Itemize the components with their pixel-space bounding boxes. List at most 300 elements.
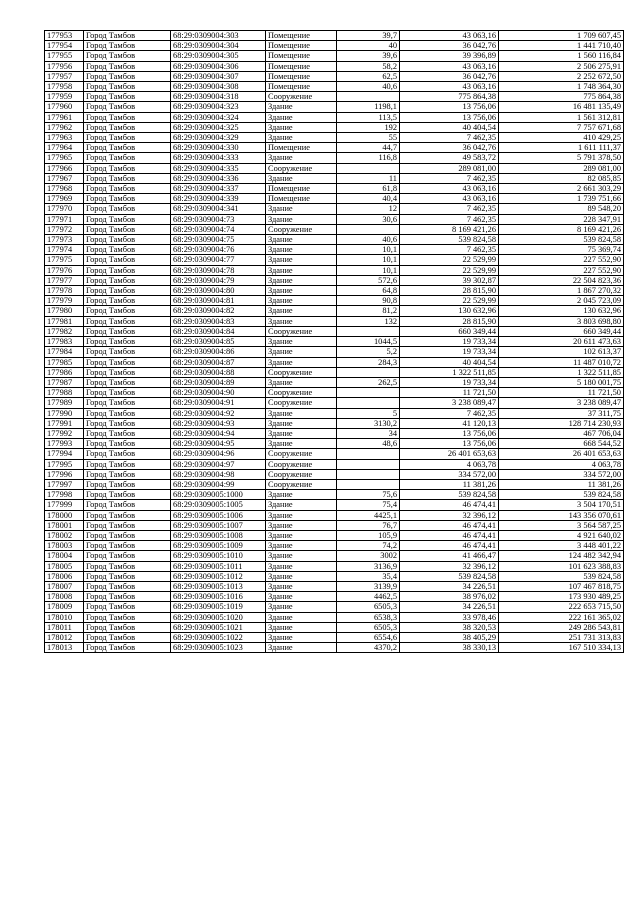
specific-value-cell: 7 462,35 (400, 408, 499, 418)
specific-value-cell: 289 081,00 (400, 163, 499, 173)
municipality-name-cell: Город Тамбов (84, 428, 171, 438)
municipality-name-cell: Город Тамбов (84, 520, 171, 530)
cadastral-value-cell: 2 661 303,29 (499, 184, 624, 194)
cadastral-number-cell: 68:29:0309004:74 (171, 224, 266, 234)
specific-value-cell: 43 063,16 (400, 61, 499, 71)
object-type-cell: Здание (266, 551, 337, 561)
object-type-cell: Здание (266, 347, 337, 357)
cadastral-value-cell: 539 824,58 (499, 571, 624, 581)
object-type-cell: Здание (266, 204, 337, 214)
area-value-cell: 75,4 (337, 500, 400, 510)
row-number-cell: 178012 (45, 632, 84, 642)
cadastral-value-cell: 1 560 116,84 (499, 51, 624, 61)
cadastral-number-cell: 68:29:0309004:98 (171, 469, 266, 479)
area-value-cell: 34 (337, 428, 400, 438)
municipality-name-cell: Город Тамбов (84, 163, 171, 173)
area-value-cell: 262,5 (337, 377, 400, 387)
specific-value-cell: 19 733,34 (400, 337, 499, 347)
row-number-cell: 177962 (45, 122, 84, 132)
cadastral-number-cell: 68:29:0309004:79 (171, 275, 266, 285)
area-value-cell: 6538,3 (337, 612, 400, 622)
object-type-cell: Здание (266, 255, 337, 265)
table-row (45, 500, 624, 510)
specific-value-cell: 7 462,35 (400, 245, 499, 255)
cadastral-value-cell: 222 161 365,02 (499, 612, 624, 622)
cadastral-number-cell: 68:29:0309004:324 (171, 112, 266, 122)
cadastral-value-cell: 222 653 715,50 (499, 602, 624, 612)
cadastral-value-table (44, 30, 624, 653)
specific-value-cell: 41 120,13 (400, 418, 499, 428)
table-row (45, 31, 624, 41)
object-type-cell: Сооружение (266, 388, 337, 398)
row-number-cell: 177966 (45, 163, 84, 173)
object-type-cell: Помещение (266, 31, 337, 41)
cadastral-number-cell: 68:29:0309004:90 (171, 388, 266, 398)
cadastral-value-cell: 1 709 607,45 (499, 31, 624, 41)
object-type-cell: Здание (266, 612, 337, 622)
table-row (45, 112, 624, 122)
specific-value-cell: 43 063,16 (400, 184, 499, 194)
area-value-cell: 10,1 (337, 255, 400, 265)
municipality-name-cell: Город Тамбов (84, 377, 171, 387)
cadastral-number-cell: 68:29:0309004:83 (171, 316, 266, 326)
row-number-cell: 177974 (45, 245, 84, 255)
specific-value-cell: 11 721,50 (400, 388, 499, 398)
municipality-name-cell: Город Тамбов (84, 632, 171, 642)
cadastral-value-cell: 1 748 364,30 (499, 82, 624, 92)
specific-value-cell: 22 529,99 (400, 255, 499, 265)
cadastral-value-cell: 227 552,90 (499, 265, 624, 275)
specific-value-cell: 33 978,46 (400, 612, 499, 622)
specific-value-cell: 539 824,58 (400, 490, 499, 500)
area-value-cell (337, 459, 400, 469)
municipality-name-cell: Город Тамбов (84, 602, 171, 612)
municipality-name-cell: Город Тамбов (84, 551, 171, 561)
object-type-cell: Сооружение (266, 326, 337, 336)
object-type-cell: Здание (266, 377, 337, 387)
table-row (45, 530, 624, 540)
cadastral-number-cell: 68:29:0309004:337 (171, 184, 266, 194)
area-value-cell: 3139,9 (337, 581, 400, 591)
object-type-cell: Здание (266, 133, 337, 143)
area-value-cell (337, 163, 400, 173)
specific-value-cell: 46 474,41 (400, 530, 499, 540)
cadastral-value-cell: 4 063,78 (499, 459, 624, 469)
cadastral-value-cell: 22 504 823,36 (499, 275, 624, 285)
object-type-cell: Здание (266, 622, 337, 632)
table-row (45, 347, 624, 357)
row-number-cell: 178013 (45, 643, 84, 653)
municipality-name-cell: Город Тамбов (84, 581, 171, 591)
object-type-cell: Здание (266, 306, 337, 316)
object-type-cell: Здание (266, 592, 337, 602)
area-value-cell: 116,8 (337, 153, 400, 163)
row-number-cell: 177969 (45, 194, 84, 204)
object-type-cell: Здание (266, 541, 337, 551)
cadastral-number-cell: 68:29:0309004:307 (171, 71, 266, 81)
row-number-cell: 177976 (45, 265, 84, 275)
municipality-name-cell: Город Тамбов (84, 61, 171, 71)
specific-value-cell: 539 824,58 (400, 235, 499, 245)
table-row (45, 449, 624, 459)
area-value-cell (337, 367, 400, 377)
row-number-cell: 177978 (45, 286, 84, 296)
table-row (45, 602, 624, 612)
area-value-cell: 44,7 (337, 143, 400, 153)
area-value-cell (337, 398, 400, 408)
municipality-name-cell: Город Тамбов (84, 357, 171, 367)
area-value-cell: 90,8 (337, 296, 400, 306)
table-row (45, 571, 624, 581)
municipality-name-cell: Город Тамбов (84, 275, 171, 285)
table-row (45, 622, 624, 632)
cadastral-number-cell: 68:29:0309004:95 (171, 439, 266, 449)
cadastral-number-cell: 68:29:0309004:323 (171, 102, 266, 112)
cadastral-number-cell: 68:29:0309005:1000 (171, 490, 266, 500)
cadastral-value-cell: 16 481 135,49 (499, 102, 624, 112)
table-row (45, 296, 624, 306)
table-row (45, 581, 624, 591)
municipality-name-cell: Город Тамбов (84, 347, 171, 357)
row-number-cell: 177985 (45, 357, 84, 367)
object-type-cell: Помещение (266, 41, 337, 51)
specific-value-cell: 7 462,35 (400, 133, 499, 143)
municipality-name-cell: Город Тамбов (84, 367, 171, 377)
specific-value-cell: 334 572,00 (400, 469, 499, 479)
object-type-cell: Здание (266, 632, 337, 642)
cadastral-number-cell: 68:29:0309004:82 (171, 306, 266, 316)
specific-value-cell: 22 529,99 (400, 265, 499, 275)
cadastral-number-cell: 68:29:0309005:1009 (171, 541, 266, 551)
object-type-cell: Сооружение (266, 449, 337, 459)
object-type-cell: Здание (266, 153, 337, 163)
specific-value-cell: 22 529,99 (400, 296, 499, 306)
object-type-cell: Сооружение (266, 469, 337, 479)
row-number-cell: 177994 (45, 449, 84, 459)
specific-value-cell: 46 474,41 (400, 500, 499, 510)
specific-value-cell: 32 396,12 (400, 561, 499, 571)
cadastral-number-cell: 68:29:0309004:336 (171, 173, 266, 183)
table-row (45, 163, 624, 173)
area-value-cell: 4425,1 (337, 510, 400, 520)
object-type-cell: Здание (266, 581, 337, 591)
table-row (45, 133, 624, 143)
area-value-cell (337, 224, 400, 234)
row-number-cell: 178010 (45, 612, 84, 622)
specific-value-cell: 38 330,13 (400, 643, 499, 653)
cadastral-value-cell: 775 864,38 (499, 92, 624, 102)
cadastral-number-cell: 68:29:0309004:333 (171, 153, 266, 163)
table-row (45, 326, 624, 336)
object-type-cell: Здание (266, 530, 337, 540)
cadastral-value-cell: 7 757 671,68 (499, 122, 624, 132)
municipality-name-cell: Город Тамбов (84, 153, 171, 163)
table-row (45, 643, 624, 653)
area-value-cell: 39,7 (337, 31, 400, 41)
table-row (45, 377, 624, 387)
area-value-cell: 30,6 (337, 214, 400, 224)
row-number-cell: 177987 (45, 377, 84, 387)
specific-value-cell: 49 583,72 (400, 153, 499, 163)
specific-value-cell: 7 462,35 (400, 214, 499, 224)
cadastral-number-cell: 68:29:0309004:99 (171, 479, 266, 489)
municipality-name-cell: Город Тамбов (84, 398, 171, 408)
cadastral-value-cell: 128 714 230,93 (499, 418, 624, 428)
specific-value-cell: 13 756,06 (400, 112, 499, 122)
row-number-cell: 177995 (45, 459, 84, 469)
cadastral-value-cell: 143 356 070,61 (499, 510, 624, 520)
area-value-cell (337, 449, 400, 459)
table-row (45, 490, 624, 500)
area-value-cell: 74,2 (337, 541, 400, 551)
table-row (45, 286, 624, 296)
area-value-cell: 105,9 (337, 530, 400, 540)
table-row (45, 357, 624, 367)
cadastral-value-cell: 2 252 672,50 (499, 71, 624, 81)
municipality-name-cell: Город Тамбов (84, 82, 171, 92)
cadastral-number-cell: 68:29:0309004:329 (171, 133, 266, 143)
cadastral-number-cell: 68:29:0309005:1023 (171, 643, 266, 653)
municipality-name-cell: Город Тамбов (84, 541, 171, 551)
cadastral-value-cell: 227 552,90 (499, 255, 624, 265)
cadastral-number-cell: 68:29:0309004:87 (171, 357, 266, 367)
cadastral-value-cell: 173 930 489,25 (499, 592, 624, 602)
cadastral-value-cell: 3 504 170,51 (499, 500, 624, 510)
cadastral-number-cell: 68:29:0309005:1013 (171, 581, 266, 591)
specific-value-cell: 46 474,41 (400, 541, 499, 551)
object-type-cell: Помещение (266, 61, 337, 71)
cadastral-value-cell: 3 564 587,25 (499, 520, 624, 530)
table-row (45, 194, 624, 204)
cadastral-value-cell: 1 322 511,85 (499, 367, 624, 377)
table-row (45, 224, 624, 234)
municipality-name-cell: Город Тамбов (84, 102, 171, 112)
specific-value-cell: 40 404,54 (400, 122, 499, 132)
area-value-cell: 6505,3 (337, 622, 400, 632)
table-row (45, 408, 624, 418)
row-number-cell: 177957 (45, 71, 84, 81)
specific-value-cell: 19 733,34 (400, 377, 499, 387)
object-type-cell: Здание (266, 235, 337, 245)
cadastral-value-cell: 1 441 710,40 (499, 41, 624, 51)
municipality-name-cell: Город Тамбов (84, 449, 171, 459)
cadastral-value-cell: 539 824,58 (499, 235, 624, 245)
cadastral-number-cell: 68:29:0309004:308 (171, 82, 266, 92)
specific-value-cell: 43 063,16 (400, 31, 499, 41)
area-value-cell: 12 (337, 204, 400, 214)
table-row (45, 92, 624, 102)
row-number-cell: 177999 (45, 500, 84, 510)
area-value-cell: 113,5 (337, 112, 400, 122)
object-type-cell: Здание (266, 265, 337, 275)
object-type-cell: Здание (266, 571, 337, 581)
object-type-cell: Здание (266, 122, 337, 132)
cadastral-number-cell: 68:29:0309004:97 (171, 459, 266, 469)
row-number-cell: 177971 (45, 214, 84, 224)
cadastral-number-cell: 68:29:0309004:306 (171, 61, 266, 71)
table-row (45, 428, 624, 438)
area-value-cell: 6505,3 (337, 602, 400, 612)
municipality-name-cell: Город Тамбов (84, 316, 171, 326)
area-value-cell: 4462,5 (337, 592, 400, 602)
row-number-cell: 178005 (45, 561, 84, 571)
municipality-name-cell: Город Тамбов (84, 245, 171, 255)
cadastral-value-cell: 228 347,91 (499, 214, 624, 224)
municipality-name-cell: Город Тамбов (84, 143, 171, 153)
specific-value-cell: 4 063,78 (400, 459, 499, 469)
object-type-cell: Здание (266, 214, 337, 224)
specific-value-cell: 7 462,35 (400, 204, 499, 214)
specific-value-cell: 32 396,12 (400, 510, 499, 520)
specific-value-cell: 28 815,90 (400, 316, 499, 326)
specific-value-cell: 1 322 511,85 (400, 367, 499, 377)
table-row (45, 388, 624, 398)
row-number-cell: 177989 (45, 398, 84, 408)
object-type-cell: Здание (266, 173, 337, 183)
object-type-cell: Здание (266, 296, 337, 306)
cadastral-number-cell: 68:29:0309004:318 (171, 92, 266, 102)
municipality-name-cell: Город Тамбов (84, 265, 171, 275)
area-value-cell: 5 (337, 408, 400, 418)
municipality-name-cell: Город Тамбов (84, 326, 171, 336)
cadastral-value-cell: 101 623 388,83 (499, 561, 624, 571)
row-number-cell: 177998 (45, 490, 84, 500)
specific-value-cell: 28 815,90 (400, 286, 499, 296)
row-number-cell: 178011 (45, 622, 84, 632)
cadastral-number-cell: 68:29:0309004:75 (171, 235, 266, 245)
object-type-cell: Помещение (266, 51, 337, 61)
cadastral-number-cell: 68:29:0309004:339 (171, 194, 266, 204)
cadastral-value-cell: 249 286 543,81 (499, 622, 624, 632)
municipality-name-cell: Город Тамбов (84, 306, 171, 316)
row-number-cell: 178006 (45, 571, 84, 581)
cadastral-number-cell: 68:29:0309004:305 (171, 51, 266, 61)
table-row (45, 520, 624, 530)
municipality-name-cell: Город Тамбов (84, 561, 171, 571)
object-type-cell: Здание (266, 112, 337, 122)
municipality-name-cell: Город Тамбов (84, 194, 171, 204)
area-value-cell: 192 (337, 122, 400, 132)
municipality-name-cell: Город Тамбов (84, 51, 171, 61)
row-number-cell: 178000 (45, 510, 84, 520)
cadastral-value-cell: 89 548,20 (499, 204, 624, 214)
municipality-name-cell: Город Тамбов (84, 490, 171, 500)
table-row (45, 459, 624, 469)
table-row (45, 235, 624, 245)
row-number-cell: 177980 (45, 306, 84, 316)
table-row (45, 398, 624, 408)
cadastral-number-cell: 68:29:0309004:304 (171, 41, 266, 51)
area-value-cell: 10,1 (337, 265, 400, 275)
object-type-cell: Сооружение (266, 367, 337, 377)
object-type-cell: Здание (266, 408, 337, 418)
area-value-cell: 76,7 (337, 520, 400, 530)
table-row (45, 510, 624, 520)
area-value-cell: 4370,2 (337, 643, 400, 653)
table-row (45, 41, 624, 51)
cadastral-value-cell: 251 731 313,83 (499, 632, 624, 642)
cadastral-number-cell: 68:29:0309004:92 (171, 408, 266, 418)
cadastral-number-cell: 68:29:0309005:1022 (171, 632, 266, 642)
table-row (45, 632, 624, 642)
object-type-cell: Здание (266, 520, 337, 530)
table-row (45, 367, 624, 377)
table-row (45, 439, 624, 449)
municipality-name-cell: Город Тамбов (84, 469, 171, 479)
object-type-cell: Сооружение (266, 163, 337, 173)
row-number-cell: 177979 (45, 296, 84, 306)
specific-value-cell: 43 063,16 (400, 82, 499, 92)
object-type-cell: Здание (266, 561, 337, 571)
row-number-cell: 177963 (45, 133, 84, 143)
cadastral-number-cell: 68:29:0309005:1005 (171, 500, 266, 510)
specific-value-cell: 43 063,16 (400, 194, 499, 204)
cadastral-value-cell: 26 401 653,63 (499, 449, 624, 459)
table-row (45, 469, 624, 479)
row-number-cell: 177975 (45, 255, 84, 265)
cadastral-number-cell: 68:29:0309005:1006 (171, 510, 266, 520)
cadastral-number-cell: 68:29:0309005:1010 (171, 551, 266, 561)
area-value-cell: 40 (337, 41, 400, 51)
table-row (45, 255, 624, 265)
object-type-cell: Здание (266, 490, 337, 500)
row-number-cell: 177983 (45, 337, 84, 347)
table-row (45, 612, 624, 622)
cadastral-value-cell: 2 506 275,91 (499, 61, 624, 71)
row-number-cell: 177968 (45, 184, 84, 194)
row-number-cell: 177958 (45, 82, 84, 92)
table-row (45, 204, 624, 214)
table-row (45, 214, 624, 224)
municipality-name-cell: Город Тамбов (84, 571, 171, 581)
municipality-name-cell: Город Тамбов (84, 612, 171, 622)
cadastral-number-cell: 68:29:0309004:91 (171, 398, 266, 408)
specific-value-cell: 26 401 653,63 (400, 449, 499, 459)
specific-value-cell: 13 756,06 (400, 439, 499, 449)
object-type-cell: Сооружение (266, 224, 337, 234)
object-type-cell: Помещение (266, 194, 337, 204)
area-value-cell: 61,8 (337, 184, 400, 194)
municipality-name-cell: Город Тамбов (84, 224, 171, 234)
municipality-name-cell: Город Тамбов (84, 592, 171, 602)
object-type-cell: Сооружение (266, 398, 337, 408)
row-number-cell: 178009 (45, 602, 84, 612)
area-value-cell: 48,6 (337, 439, 400, 449)
row-number-cell: 178007 (45, 581, 84, 591)
cadastral-value-cell: 5 180 001,75 (499, 377, 624, 387)
area-value-cell: 3002 (337, 551, 400, 561)
specific-value-cell: 40 404,54 (400, 357, 499, 367)
area-value-cell (337, 479, 400, 489)
row-number-cell: 177967 (45, 173, 84, 183)
cadastral-number-cell: 68:29:0309005:1011 (171, 561, 266, 571)
cadastral-number-cell: 68:29:0309004:73 (171, 214, 266, 224)
area-value-cell: 11 (337, 173, 400, 183)
area-value-cell: 572,6 (337, 275, 400, 285)
specific-value-cell: 7 462,35 (400, 173, 499, 183)
row-number-cell: 177964 (45, 143, 84, 153)
specific-value-cell: 38 320,53 (400, 622, 499, 632)
object-type-cell: Здание (266, 337, 337, 347)
object-type-cell: Помещение (266, 184, 337, 194)
row-number-cell: 177953 (45, 31, 84, 41)
object-type-cell: Здание (266, 286, 337, 296)
cadastral-value-cell: 5 791 378,50 (499, 153, 624, 163)
specific-value-cell: 36 042,76 (400, 71, 499, 81)
municipality-name-cell: Город Тамбов (84, 92, 171, 102)
specific-value-cell: 3 238 089,47 (400, 398, 499, 408)
cadastral-number-cell: 68:29:0309004:77 (171, 255, 266, 265)
